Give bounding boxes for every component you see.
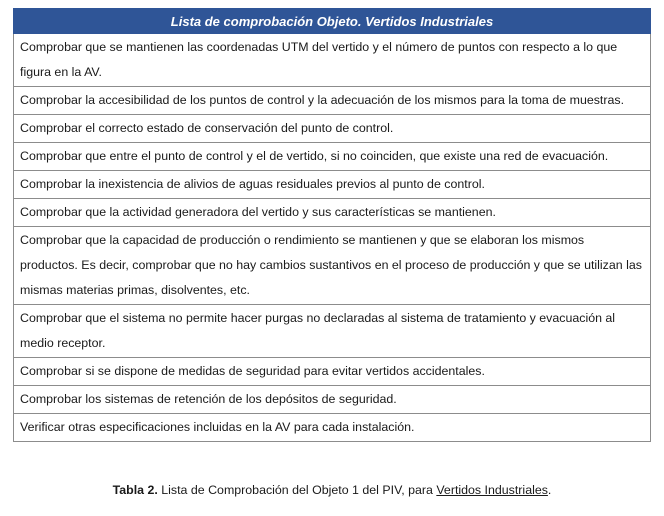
table-cell: Comprobar que entre el punto de control y el de vertido, si no coinciden, que existe una red de evacuación.: [14, 143, 651, 171]
table-cell: Comprobar la inexistencia de alivios de aguas residuales previos al punto de control.: [14, 171, 651, 199]
table-row: [14, 199, 651, 227]
table-cell: Comprobar los sistemas de retención de los depósitos de seguridad.: [14, 386, 651, 414]
caption-end: .: [547, 483, 552, 497]
table-cell: Verificar otras especificaciones incluidas en la AV para cada instalación.: [14, 414, 651, 442]
table-row: [14, 115, 651, 143]
table-row: [14, 143, 651, 171]
table-row: [14, 414, 651, 442]
table-caption: [0, 483, 664, 497]
caption-link[interactable]: Vertidos Industriales: [436, 483, 548, 497]
table-header-row: [14, 9, 651, 34]
table-cell: Comprobar que el sistema no permite hacer purgas no declaradas al sistema de tratamiento y evacuación al medio receptor.: [14, 305, 651, 358]
table-cell: Comprobar que la capacidad de producción o rendimiento se mantienen y que se elaboran los mismos productos. Es decir, comprobar que no hay cambios sustantivos en el proceso de producción y que se utilizan las mismas materias primas, disolventes, etc.: [14, 227, 651, 305]
table-cell: Comprobar que se mantienen las coordenadas UTM del vertido y el número de puntos con respecto a lo que figura en la AV.: [14, 34, 651, 87]
table-row: [14, 358, 651, 386]
caption-text: Lista de Comprobación del Objeto 1 del PIV, para: [157, 483, 437, 497]
table-row: [14, 305, 651, 358]
table-row: [14, 386, 651, 414]
table-cell: Comprobar la accesibilidad de los puntos de control y la adecuación de los mismos para la toma de muestras.: [14, 87, 651, 115]
table-row: [14, 87, 651, 115]
table-row: [14, 227, 651, 305]
table-row: [14, 34, 651, 87]
checklist-table: [13, 8, 651, 442]
table-cell: Comprobar que la actividad generadora del vertido y sus características se mantienen.: [14, 199, 651, 227]
table-row: [14, 171, 651, 199]
table-cell: Comprobar si se dispone de medidas de seguridad para evitar vertidos accidentales.: [14, 358, 651, 386]
table-header: Lista de comprobación Objeto. Vertidos Industriales: [14, 9, 651, 34]
caption-label: Tabla 2.: [112, 483, 158, 497]
table-cell: Comprobar el correcto estado de conservación del punto de control.: [14, 115, 651, 143]
